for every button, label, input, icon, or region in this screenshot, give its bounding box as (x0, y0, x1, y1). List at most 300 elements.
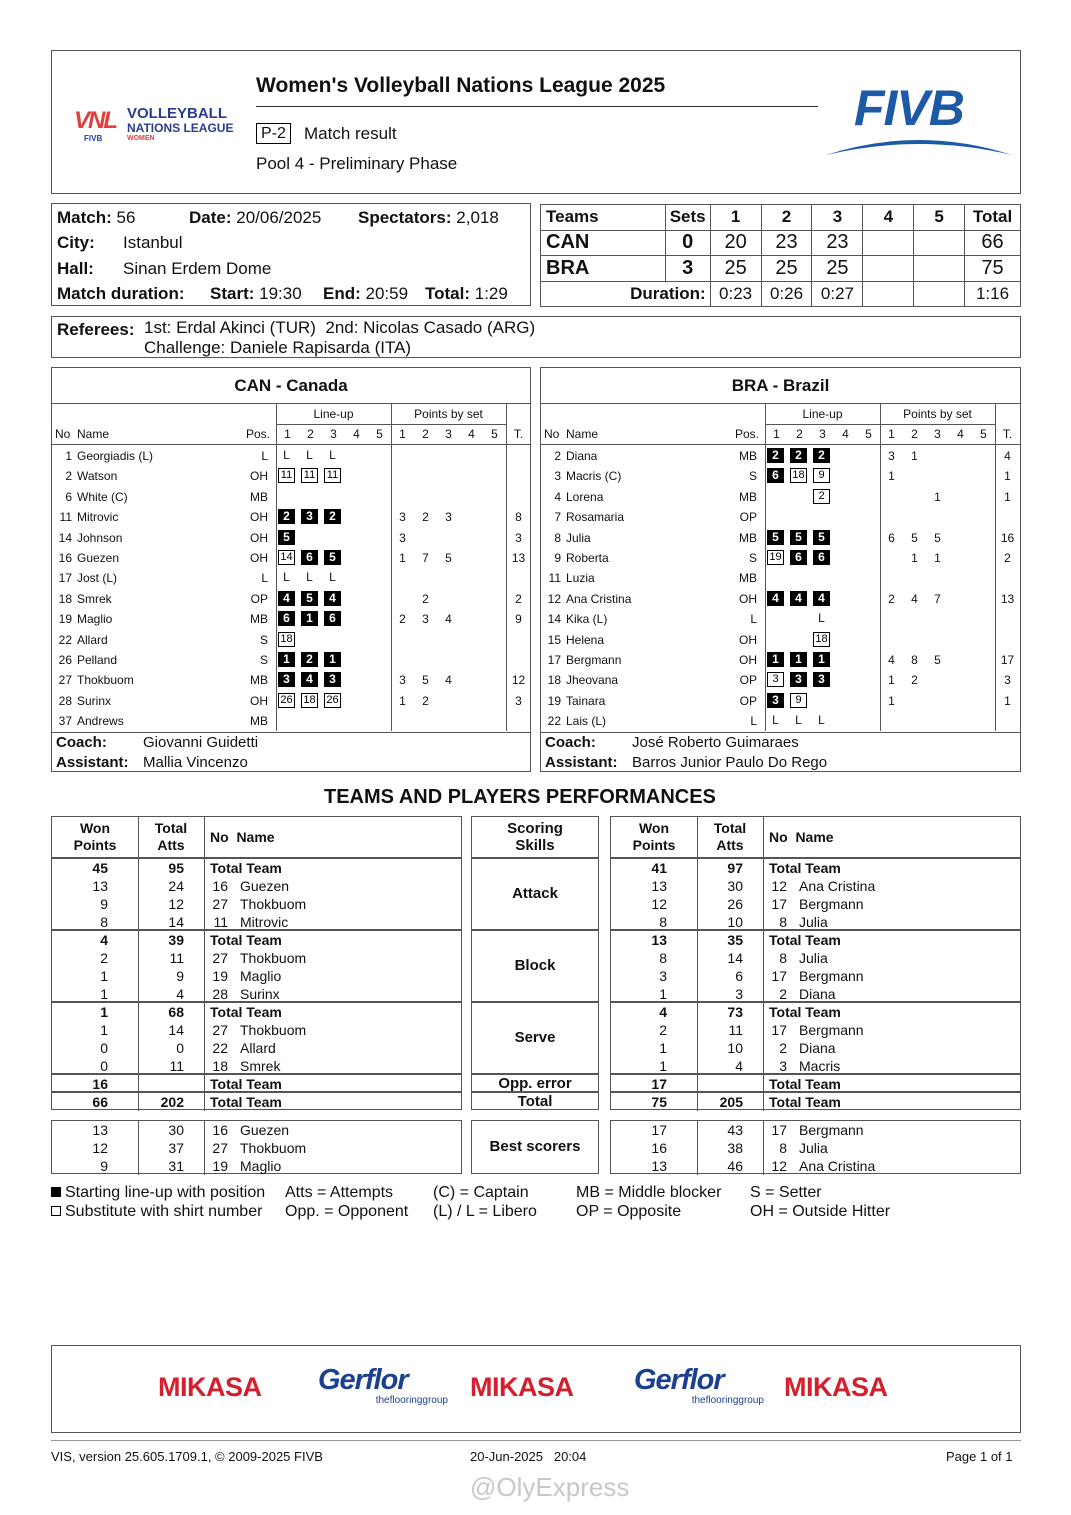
player-name: Bergmann (799, 896, 864, 912)
starting-position: 4 (790, 591, 807, 606)
start-time: 19:30 (259, 284, 302, 303)
substitute-number: 26 (324, 693, 341, 708)
vnl-line3: WOMEN (127, 135, 155, 142)
lineup-set-col: 2 (307, 427, 314, 441)
substitute-number: 18 (790, 468, 807, 483)
gerflor-logo (634, 1366, 764, 1406)
set-points: 2 (888, 591, 895, 606)
substitute-number: 26 (278, 693, 295, 708)
player-name: Thokbuom (240, 1022, 307, 1038)
total-atts: 97 (727, 860, 743, 876)
libero-mark: L (306, 570, 313, 585)
player-name: Thokbuom (240, 950, 307, 966)
total-duration: 1:16 (965, 281, 1021, 307)
player-name: Tainara (566, 693, 606, 708)
assistant-name: Barros Junior Paulo Do Rego (632, 753, 828, 771)
player-no: 27 (212, 1022, 228, 1038)
set-duration (914, 281, 965, 307)
team-code: BRA (541, 256, 666, 282)
won-points: 0 (100, 1058, 108, 1074)
starting-position: 1 (278, 652, 295, 667)
player-no: 2 (779, 986, 787, 1002)
substitute-number: 3 (767, 672, 784, 687)
legend-starting: Starting line-up with position (65, 1184, 266, 1201)
city-label: City: (57, 233, 95, 252)
best-scorers-bra (610, 1120, 1021, 1174)
perf-row (52, 1003, 461, 1021)
player-name: Pelland (77, 653, 118, 667)
set-points: 3 (888, 449, 895, 463)
set-points: 1 (934, 489, 941, 504)
coach-name: Giovanni Guidetti (143, 733, 259, 751)
team-title: CAN - Canada (52, 368, 530, 404)
perf-row (611, 859, 1020, 877)
total-atts: 35 (727, 932, 743, 948)
player-no: 11 (59, 510, 72, 525)
mikasa-logo: MIKASA (784, 1372, 888, 1402)
set-points: 2 (422, 693, 429, 708)
fivb-text: FIVB (854, 80, 964, 136)
substitute-number: 11 (278, 468, 295, 483)
won-points: 1 (659, 986, 667, 1002)
player-no: 3 (779, 1058, 787, 1074)
starting-position: 5 (790, 530, 807, 545)
th-set3: 3 (812, 205, 863, 231)
perf-row (52, 1021, 461, 1039)
starting-position: 2 (278, 509, 295, 524)
perf-row (611, 1139, 1020, 1157)
player-name: Maglio (240, 1158, 282, 1174)
footer-version: VIS, version 25.605.1709.1, © 2009-2025 FIVB (51, 1449, 323, 1464)
player-row (541, 630, 1020, 650)
player-name: Smrek (240, 1058, 281, 1074)
starting-position: 3 (324, 672, 341, 687)
vnl-line2: NATIONS LEAGUE (127, 121, 234, 135)
won-points: 1 (659, 1040, 667, 1056)
player-no: 22 (547, 714, 561, 729)
perf-row (611, 1039, 1020, 1057)
total-atts: 37 (168, 1140, 184, 1156)
substitute-number: 9 (790, 693, 807, 708)
player-pos: MB (739, 449, 757, 463)
player-pos: OH (739, 591, 757, 606)
starting-position: 3 (790, 672, 807, 687)
set-points: 1 (888, 673, 895, 688)
libero-mark: L (795, 713, 802, 728)
perf-row (52, 1057, 461, 1075)
page-title: Women's Volleyball Nations League 2025 (256, 74, 666, 97)
player-name: Total Team (210, 1004, 282, 1020)
set-points: 5 (934, 653, 941, 667)
player-name: Julia (799, 1140, 828, 1156)
player-row (52, 609, 530, 629)
coach-divider (541, 732, 1020, 733)
total-atts: 0 (176, 1040, 184, 1056)
lineup-set-col: 4 (842, 427, 849, 441)
sponsors-box (51, 1345, 1021, 1433)
won-points: 12 (92, 1140, 108, 1156)
won-points: 13 (651, 878, 667, 894)
won-points: 8 (659, 950, 667, 966)
player-no: 17 (771, 896, 787, 912)
player-name: Thokbuom (77, 673, 134, 688)
substitute-number: 11 (301, 468, 318, 483)
points-set-col: 4 (468, 427, 475, 441)
player-name: Mitrovic (77, 510, 119, 525)
player-name: Thokbuom (240, 1140, 307, 1156)
set-points: 4 (911, 591, 918, 606)
won-points: 1 (100, 1004, 108, 1020)
set-points: 5 (422, 673, 429, 688)
starting-position: 5 (767, 530, 784, 545)
sets-won: 0 (665, 230, 710, 256)
perf-row (611, 1093, 1020, 1111)
player-name: Bergmann (799, 968, 864, 984)
match-info-box (51, 203, 531, 306)
player-no: 19 (212, 1158, 228, 1174)
player-no: 27 (58, 673, 72, 688)
gerflor-text: Gerflor (634, 1364, 724, 1396)
total-atts: 46 (727, 1158, 743, 1174)
player-name: Diana (799, 1040, 836, 1056)
player-no: 22 (212, 1040, 228, 1056)
player-name: Total Team (769, 860, 841, 876)
total-row-can (51, 1092, 462, 1110)
points-set-col: 2 (911, 427, 918, 441)
player-name: Roberta (566, 551, 609, 565)
gerflor-sub: theflooringgroup (691, 1395, 764, 1406)
player-pos: L (261, 449, 268, 463)
perf-row (611, 877, 1020, 895)
starting-position: 5 (301, 591, 318, 606)
col-divider (697, 817, 698, 859)
starting-position: 6 (278, 611, 295, 626)
lineup-header: Line-up (313, 407, 354, 421)
sets-won: 3 (665, 256, 710, 282)
player-no: 16 (58, 551, 72, 565)
best-scorers-label: Best scorers (489, 1138, 581, 1155)
perf-row (52, 1139, 461, 1157)
total-atts: 10 (727, 914, 743, 930)
coach-divider (52, 732, 530, 733)
won-points: 4 (659, 1004, 667, 1020)
points-header: Points by set (414, 407, 483, 421)
th-teams: Teams (541, 205, 666, 231)
total-label: Total: (425, 284, 471, 303)
skill-block-bra (610, 1002, 1021, 1074)
player-no: 9 (554, 551, 561, 565)
player-no: 8 (779, 1140, 787, 1156)
player-row (541, 589, 1020, 609)
set-duration (863, 281, 914, 307)
set-points: 4 (445, 612, 452, 627)
libero-mark: L (329, 448, 336, 462)
assistant-name: Mallia Vincenzo (143, 753, 248, 771)
gerflor-logo (318, 1366, 448, 1406)
player-row (52, 528, 530, 548)
set-points: 3 (399, 530, 406, 545)
vnl-logo (74, 105, 244, 147)
performance-title: TEAMS AND PLAYERS PERFORMANCES (324, 786, 716, 808)
player-row (541, 650, 1020, 670)
won-points: 9 (100, 1158, 108, 1174)
skill-block-can (51, 1002, 462, 1074)
set-points: 1 (399, 551, 406, 565)
pos-header: Pos. (735, 427, 760, 441)
player-no: 2 (65, 469, 72, 484)
perf-row (52, 1121, 461, 1139)
player-name: Surinx (240, 986, 280, 1002)
player-row (541, 670, 1020, 690)
player-no: 12 (771, 1158, 787, 1174)
won-points: 17 (651, 1076, 667, 1092)
set-points: 1 (399, 693, 406, 708)
player-name: Mitrovic (240, 914, 289, 930)
player-pos: OH (250, 551, 268, 565)
skill-block-can (51, 858, 462, 930)
player-total: 3 (515, 693, 522, 708)
player-name: Ana Cristina (566, 591, 632, 606)
won-points: 1 (659, 1058, 667, 1074)
mikasa-logo: MIKASA (158, 1372, 262, 1402)
player-no: 28 (212, 986, 228, 1002)
player-total: 16 (1000, 530, 1015, 545)
won-points: 2 (659, 1022, 667, 1038)
starting-position: 3 (813, 672, 830, 687)
opp-error-label: Opp. error (498, 1075, 572, 1092)
perf-row (611, 967, 1020, 985)
player-name: Diana (566, 449, 598, 463)
player-pos: MB (739, 571, 757, 586)
won-points: 16 (651, 1140, 667, 1156)
vnl-line1: VOLLEYBALL (127, 105, 227, 122)
player-name: Jheovana (566, 673, 619, 688)
player-no: 27 (212, 1140, 228, 1156)
libero-mark: L (818, 611, 825, 626)
starting-position: 3 (278, 672, 295, 687)
player-name: Ana Cristina (799, 1158, 876, 1174)
player-pos: L (750, 714, 757, 729)
player-pos: S (259, 653, 268, 667)
player-total: 3 (1004, 673, 1011, 688)
player-pos: MB (739, 530, 757, 545)
player-no: 18 (547, 673, 561, 688)
set-points: 6 (888, 530, 895, 545)
watermark: @OlyExpress (470, 1472, 630, 1502)
won-points: 13 (92, 878, 108, 894)
won-points: 1 (100, 968, 108, 984)
legend-atts: Atts = Attempts (285, 1184, 394, 1201)
player-row (541, 487, 1020, 507)
player-row (52, 548, 530, 568)
set-points: 4 (445, 673, 452, 688)
set-duration: 0:27 (812, 281, 863, 307)
player-pos: MB (250, 489, 268, 504)
total-atts: 30 (168, 1122, 184, 1138)
total-atts-header: Total Atts (713, 820, 747, 853)
player-name: White (C) (77, 489, 128, 504)
set-points: 4 (888, 653, 895, 667)
set-points: 2 (399, 612, 406, 627)
header-divider (765, 424, 995, 425)
total-atts-header: Total Atts (154, 820, 188, 853)
starting-position: 3 (301, 509, 318, 524)
player-no: 17 (771, 1022, 787, 1038)
perf-row (611, 931, 1020, 949)
lineup-set-col: 5 (376, 427, 383, 441)
gerflor-text: Gerflor (318, 1364, 408, 1396)
points-header: Points by set (903, 407, 972, 421)
player-no: 4 (554, 489, 561, 504)
player-name: Bergmann (566, 653, 622, 667)
player-name: Guezen (77, 551, 120, 565)
player-name: Georgiadis (L) (77, 449, 154, 463)
legend-captain: (C) = Captain (433, 1184, 529, 1201)
total-row-bra (610, 1092, 1021, 1110)
header-box (51, 50, 1021, 194)
won-points: 17 (651, 1122, 667, 1138)
player-pos: L (261, 571, 268, 586)
th-set2: 2 (761, 205, 812, 231)
set-points: 2 (911, 673, 918, 688)
opp-error-row-can (51, 1074, 462, 1092)
player-total: 13 (1000, 591, 1015, 606)
starting-position: 1 (324, 652, 341, 667)
skill-name-cell (471, 930, 599, 1002)
total-atts: 14 (168, 914, 184, 930)
skill-name: Serve (514, 1029, 556, 1046)
player-pos: S (748, 551, 757, 565)
player-no: 8 (554, 530, 561, 545)
player-pos: OH (250, 530, 268, 545)
starting-position: 6 (813, 550, 830, 565)
player-name: Total Team (210, 932, 282, 948)
lineup-set-col: 3 (819, 427, 826, 441)
points-set-col: 3 (934, 427, 941, 441)
no-name-header: No Name (769, 829, 834, 845)
total-atts: 11 (169, 1058, 184, 1074)
perf-row (611, 949, 1020, 967)
date-label: Date: (189, 208, 232, 227)
total-atts: 43 (727, 1122, 743, 1138)
player-name: Julia (799, 950, 828, 966)
assistant-label: Assistant: (56, 753, 129, 771)
total-name-cell (471, 1092, 599, 1110)
perf-row (611, 1057, 1020, 1075)
player-no: 8 (779, 950, 787, 966)
won-points: 16 (92, 1076, 108, 1092)
set-points: 1 (911, 551, 918, 565)
player-name: Lais (L) (566, 714, 607, 729)
player-name: Total Team (210, 860, 282, 876)
th-set5: 5 (914, 205, 965, 231)
set-points: 3 (399, 673, 406, 688)
perf-row (52, 1093, 461, 1111)
starting-position: 1 (767, 652, 784, 667)
player-no: 15 (547, 632, 561, 647)
th-total: Total (965, 205, 1021, 231)
won-points: 9 (100, 896, 108, 912)
substitute-number: 18 (813, 632, 830, 647)
player-no: 14 (547, 612, 561, 627)
start-label: Start: (210, 284, 255, 303)
player-name: Guezen (240, 1122, 290, 1138)
substitute-number: 18 (301, 693, 318, 708)
player-name: Total Team (769, 1094, 841, 1110)
set-points: 1 (888, 693, 895, 708)
player-name: Bergmann (799, 1122, 864, 1138)
player-pos: OP (250, 591, 268, 606)
no-name-header: No Name (55, 427, 110, 441)
legend-opp: Opp. = Opponent (285, 1203, 409, 1220)
player-name: Surinx (77, 693, 112, 708)
player-pos: MB (250, 714, 268, 729)
total-points: 66 (965, 230, 1021, 256)
player-name: Allard (77, 632, 108, 647)
perf-row (52, 1157, 461, 1175)
legend-mb: MB = Middle blocker (576, 1184, 722, 1201)
player-name: Bergmann (799, 1022, 864, 1038)
starting-position: 2 (767, 448, 784, 463)
match-label: Match: (57, 208, 112, 227)
won-points: 45 (92, 860, 108, 876)
date: 20/06/2025 (236, 208, 322, 227)
player-name: Total Team (210, 1094, 282, 1110)
total-atts: 38 (727, 1140, 743, 1156)
phase: Pool 4 - Preliminary Phase (256, 154, 458, 173)
perf-row (611, 1021, 1020, 1039)
player-pos: S (259, 632, 268, 647)
col-divider (204, 817, 205, 859)
perf-row (611, 1157, 1020, 1175)
set-score: 25 (761, 256, 812, 282)
player-no: 2 (779, 1040, 787, 1056)
player-row (52, 446, 530, 466)
total-atts: 11 (169, 950, 184, 966)
coach-label: Coach: (545, 733, 596, 751)
team-box-can (51, 367, 531, 772)
footer-page: Page 1 of 1 (946, 1449, 1013, 1464)
perf-row (611, 895, 1020, 913)
won-points: 13 (651, 932, 667, 948)
won-points: 41 (651, 860, 667, 876)
libero-mark: L (283, 570, 290, 585)
starting-position: 2 (324, 509, 341, 524)
libero-mark: L (306, 448, 313, 462)
player-row (52, 507, 530, 527)
filled-square-icon (51, 1187, 61, 1197)
perf-row (52, 1075, 461, 1093)
won-points: 8 (659, 914, 667, 930)
perf-row (611, 985, 1020, 1003)
player-no: 12 (547, 591, 561, 606)
set-points: 1 (888, 469, 895, 484)
player-total: 1 (1004, 693, 1011, 708)
player-row (52, 589, 530, 609)
footer-rule (51, 1440, 1021, 1441)
total-atts: 3 (735, 986, 743, 1002)
player-total: 13 (511, 551, 526, 565)
player-name: Lorena (566, 489, 604, 504)
th-set4: 4 (863, 205, 914, 231)
starting-position: 1 (813, 652, 830, 667)
lineup-set-col: 4 (353, 427, 360, 441)
col-divider (138, 817, 139, 859)
set-score (863, 256, 914, 282)
player-no: 27 (212, 950, 228, 966)
player-row (52, 670, 530, 690)
lineup-set-col: 1 (284, 427, 291, 441)
